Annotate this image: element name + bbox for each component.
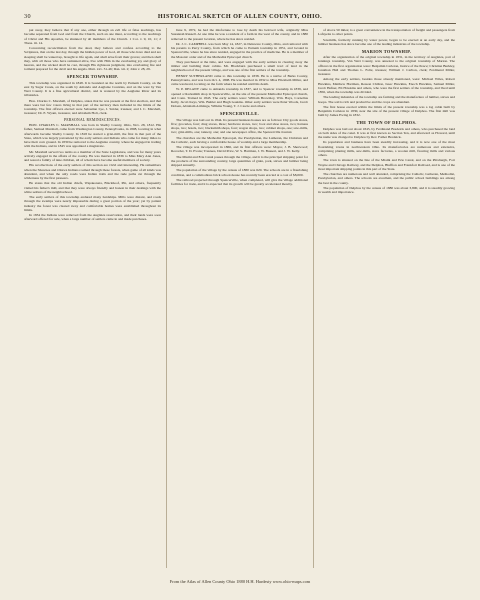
paragraph: Hon. Charles C. Marshall, of Delphos, states that he was present at the first election, and that there were but few voters living in that part of the territory then included in the limits of the township. The first officers elected were Sebastian Lye, J. Snider, trustees; and I. C. Marshall, treasurer; Dr. E. Wyant, treasurer, and Abraham Holt, clerk. (24, 98, 161, 116)
paragraph: The churches are the Methodist Episcopal, the Presbyterian, the Lutheran, the Christian and the Catholic, each having a comfortable house of worship and a large membership. (171, 135, 308, 144)
paragraph: The town is situated on the line of the Miami and Erie Canal, and on the Pittsburgh, Fort Wayne and Chicago Railway, and the Delphos, Bluffton and Frankfort Railroad, and is one of the most important shipping points in this part of the State. (318, 158, 455, 171)
paragraph: put away, they believe that if any one, either through an evil life or false teachings, has become separated from God and from the Church, such an one must, according to the teachings of Christ and His Apostles, be shunned by all members of the Church. 1 Cor. v. 9, 10, 11; 2 Thess. iii. 14. (24, 28, 161, 45)
paragraph: The village was laid out in 1844. Its present business houses are as follows: Dry goods stores, five; groceries, four; drug stores, three; hardware stores, two; boot and shoe stores, two; harness shops, two; hotels, two; blacksmith shops, four; wagon shops, two; cabinet shops, one; saw-mills, two; grist-mills, one; tannery, one; and one newspaper office, the Spencerville Journal. (171, 117, 308, 135)
paragraph: Mr. Marshall served two terms as a member of the State Legislature, and was for many years actively engaged in the affairs of the county. He was married in 1836 to Miss Mary Ann Jones, and reared a family of nine children, all of whom have become useful members of society. (24, 149, 161, 162)
paragraph: Its population and business have been steadily increasing, and it is now one of the most flourishing towns in northwestern Ohio. Its manufactories are numerous and extensive, comprising planing mills, saw-mills, stave factories, a woolen mill, flouring mills and various others. (318, 140, 455, 157)
paragraph: He states that the old Indian chiefs, Wapakoneta, Blackhoof, Pht, and others, frequently visited his father's mill, and that they were always friendly and honest in their dealings with the white settlers of the neighborhood. (24, 181, 161, 194)
paragraph: The railroad projected through Spencerville, when completed, will give the village additional facilities for trade, and it is expected that its growth will be greatly accelerated thereby. (171, 177, 308, 186)
paragraph: His recollections of the early settlers of this section are vivid and interesting. He remembers when the Shawnee and Ottawa Indians roamed through these forests, when game of all kinds was abundant, and when the only roads were Indian trails and the rude paths cut through the wilderness by the first pioneers. (24, 163, 161, 180)
paragraph: The first house erected within the limits of the present township was a log cabin built by Benjamin Carleton in 1830, near the site of the present village of Delphos. The first mill was built by James Ewing in 1832. (318, 104, 455, 118)
section-heading: THE TOWN OF DELPHOS. (356, 120, 417, 125)
paragraph: of above 50 miles; is a great convenience in the transportation of freight and passengers from Lafayette to other points. (318, 28, 455, 37)
paragraph: In 1834 the Indians were removed from the Auglaize reservation, and their lands were soon afterward offered for sale, when a large number of settlers came in and made purchases. (24, 213, 161, 222)
paragraph: After the organization of the original township in 1831, in the territory of Auglaize, part of Jennings township, Van Wert County, was annexed to the original township of Marion. The officers in the first organization were: Benjamin Carleton, Justice of the Peace; Christian Burkley, Jonathan Hall and Thomas L. Foltz, trustees; William J. Carlton, clerk; Ferdinand Miller, treasurer. (318, 55, 455, 76)
paragraph: Dr. J. C. CAMPBELL was born May 14, 1827, in Delaware County, Ohio, and removed with his parents to Perry County, from which he came to Putnam township in 1851, and located in Spencerville, where he has since resided, engaged in the practice of medicine. He is a member of the Masonic order and of the Methodist Episcopal church. (171, 41, 308, 59)
header-rule (24, 23, 456, 24)
paragraph: The village was incorporated in 1866, and its first officers were: Mayor, J. B. Sherwood; Recorder, T. D. Evans; Trustees, David Price, W. S. Hartman, J. W. Bussert, and J. W. Kelly. (171, 145, 308, 154)
paragraph: W. P. DELANY came to Amanda township in 1837, and to Spencer township in 1839, and opened a blacksmith shop in Spencerville, on the site of the present Methodist Episcopal church, and Conn. Trained in 1843. The early settlers were: William Brownley, Wm. Hays, Cornelius Kelly, Jacob Keys, Wm. Buhler and Hugh Gaskins. Other early settlers were Peter Woods, Jacob Dolsen, Abraham Armitage, Wilkins Young, T. J. Cascie and others. (171, 87, 308, 109)
paragraph: The population of the village by the census of 1880 was 620. The schools are in a flourishing condition, and a commodious brick school-house has recently been erected at a cost of $8,000. (171, 168, 308, 177)
section-heading: PERSONAL REMINISCENCES. (64, 117, 121, 122)
paragraph: Delphos was laid out about 1845, by Ferdinand Bredeick and others, who purchased the land on both sides of the canal. It was at first known as Section Ten, and afterward as Howard, until the name was changed to Delphos by Rev. Father Bredeick. (318, 126, 455, 139)
text-column-left (24, 28, 161, 568)
page-number: 30 (24, 13, 31, 20)
page-title: HISTORICAL SKETCH OF ALLEN COUNTY, OHIO. (157, 13, 323, 20)
section-heading: SPENCER TOWNSHIP. (66, 74, 119, 79)
paragraph: The churches are numerous and well attended, comprising the Catholic, Lutheran, Methodist, Presbyterian, and others. The schools are excellent, and the public school buildings are among the best in the county. (318, 172, 455, 185)
paragraph: June 9, 1872, he had the misfortune to lose by death his beloved wife, originally Miss Susannah Russell. At one time he was a resident of a farm in the west of the county, and in 1880 removed to the present location, where he has since resided. (171, 28, 308, 41)
paragraph: Concerning reconciliation from the dead, they believe and confess according to the Scriptures, that on the last day, through the hidden power of God, all those who have died and are sleeping shall be waked up, brought to life again, and shall arise from their graves; and then shall they, with all those who have remained alive, live with Him in the everlasting joy and glory of heaven, and the wicked shall be cast, through His righteous judgment, into everlasting fire and torment prepared for the devil and his angels. Matt. xxv. 31-46; Dan. xii. 2; John v. 28, 29. (24, 46, 161, 72)
paragraph: The early settlers of this township endured many hardships. Mills were distant, and roads through the swamps were nearly impassable during a great portion of the year; yet by patient industry the forest was cleared away and comfortable homes were established throughout its limits. (24, 195, 161, 212)
paragraph: The leading industries of the township are farming and the manufacture of lumber, staves and hoops. The soil is rich and productive and the crops are abundant. (318, 95, 455, 104)
paragraph: The Miami and Erie Canal passes through the village, and it is the principal shipping point for the products of the surrounding country, large quantities of grain, pork, staves and lumber being shipped annually. (171, 154, 308, 167)
page-footer: From the Atlas of Allen County Ohio 1880 H.H. Hardesty www.ohio-maps.com (169, 579, 311, 584)
paragraph: They purchased at the time, and were engaged with the early settlers in clearing away the timber and building their cabins. Mr. Blackburn purchased a small tract of land in the neighborhood of the present village, and was one of the first settlers of the township. (171, 59, 308, 73)
paragraph: Among the early settlers, besides those already mentioned, were: Michael Wiles, Robert Hawkins, Matthew Hartman, Reason Chilton, Isaac Hawkins, Enoch Hawkins, Samuel Miller, Jacob Hefner, Eli Hawkins and others, who were the first settlers of the township, and lived until 1856, when the township was divided. (318, 77, 455, 94)
column-divider (166, 28, 167, 568)
section-heading: MARION TOWNSHIP. (361, 48, 412, 54)
paragraph: Sawmills, formerly running by water power, began to be erected at an early day, and the lumber business has since become one of the leading industries of the township. (318, 37, 455, 46)
text-columns (24, 28, 456, 568)
section-heading: SPENCERVILLE. (219, 111, 259, 116)
paragraph: The population of Delphos by the census of 1880 was about 3,800, and it is steadily growing in wealth and importance. (318, 185, 455, 194)
column-divider (313, 28, 314, 568)
paragraph: This township was organized in 1848. It is bounded on the north by Putnam County, on the east by Sugar Creek, on the south by Amanda and Auglaize Counties, and on the west by Van Wert County. It is a fine agricultural district, and is watered by the Auglaize River and its tributaries. (24, 80, 161, 98)
paragraph: HON. CHARLES C. MARSHALL was born in Shelby County, Ohio, Nov. 28, 1812. His father, Samuel Marshall, came from Washington County, Pennsylvania, in 1808, locating in what afterwards became Shelby County. In 1818 he started a grist-mill, the first in that part of the State, which was largely patronized by the early settlers and Indians who came for many miles to have their corn ground. In 1830 he removed to the Auglaize country, where he engaged in trading with the Indians, and in 1845 was appointed a magistrate. (24, 123, 161, 149)
text-column-right (318, 28, 455, 568)
paragraph: HENRY SUTHERLAND came to this township in 1838. He is a native of Berks County, Pennsylvania, and was born Oct. 4, 1808. He was married in 1832 to Miss Elizabeth Miller, and came westward, locating on the farm where he resided until his death. (171, 73, 308, 86)
text-column-middle (171, 28, 308, 568)
page-header (24, 13, 456, 23)
